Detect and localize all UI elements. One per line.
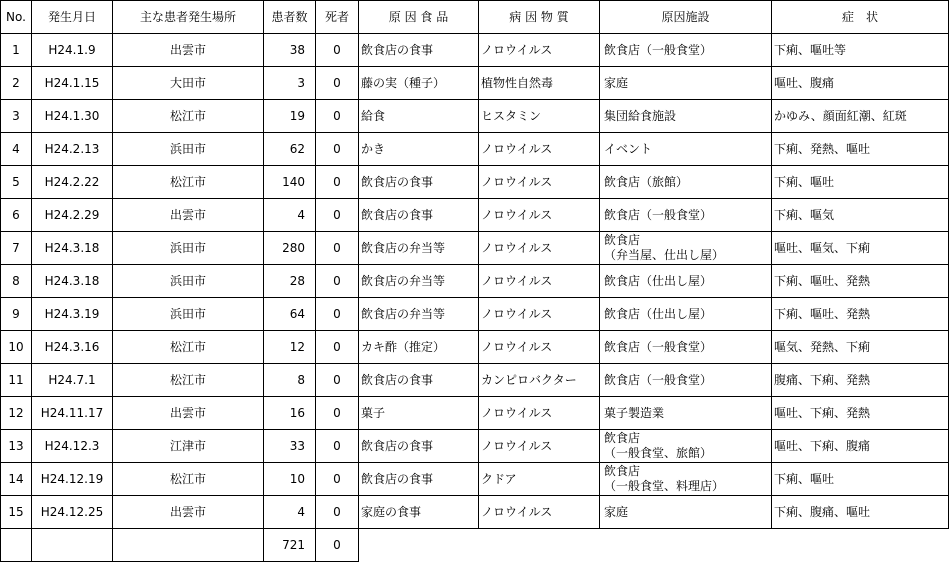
cell-patients: 12 (264, 331, 316, 364)
cell-agent: 植物性自然毒 (479, 67, 600, 100)
cell-place: 出雲市 (113, 199, 264, 232)
table-row (1, 199, 949, 232)
cell-date: H24.12.25 (32, 496, 113, 529)
cell-patients: 3 (264, 67, 316, 100)
cell-date: H24.2.29 (32, 199, 113, 232)
cell-no: 4 (1, 133, 32, 166)
cell-facility (600, 67, 772, 100)
facility-line: 飲食店（一般食堂） (604, 372, 713, 387)
cell-patients: 280 (264, 232, 316, 265)
cell-no: 11 (1, 364, 32, 397)
cell-patients: 140 (264, 166, 316, 199)
cell-deaths: 0 (316, 430, 359, 463)
cell-no: 13 (1, 430, 32, 463)
cell-no: 7 (1, 232, 32, 265)
cell-symptoms: 下痢、嘔吐 (772, 463, 949, 496)
table-row (1, 100, 949, 133)
header-date: 発生月日 (32, 1, 113, 34)
totals-empty-area (359, 529, 949, 562)
totals-deaths: 0 (316, 529, 359, 562)
cell-date: H24.7.1 (32, 364, 113, 397)
cell-place: 浜田市 (113, 298, 264, 331)
facility-line: 飲食店（仕出し屋） (604, 273, 713, 288)
table-row (1, 496, 949, 529)
cell-no: 15 (1, 496, 32, 529)
cell-deaths: 0 (316, 397, 359, 430)
cell-facility (600, 430, 772, 463)
cell-agent: ノロウイルス (479, 166, 600, 199)
table-row (1, 331, 949, 364)
cell-deaths: 0 (316, 265, 359, 298)
facility-line: イベント (604, 141, 653, 156)
cell-patients: 33 (264, 430, 316, 463)
cell-no: 1 (1, 34, 32, 67)
cell-food: 藤の実（種子） (359, 67, 479, 100)
cell-date: H24.2.22 (32, 166, 113, 199)
table-row (1, 232, 949, 265)
cell-agent: ノロウイルス (479, 298, 600, 331)
cell-date: H24.11.17 (32, 397, 113, 430)
cell-symptoms: 下痢、嘔気 (772, 199, 949, 232)
cell-facility (600, 199, 772, 232)
cell-symptoms: 下痢、嘔吐等 (772, 34, 949, 67)
facility-line: （一般食堂、旅館） (604, 446, 713, 460)
facility-line: 家庭 (604, 75, 629, 90)
cell-symptoms: 嘔吐、腹痛 (772, 67, 949, 100)
cell-date: H24.1.15 (32, 67, 113, 100)
cell-deaths: 0 (316, 331, 359, 364)
cell-deaths: 0 (316, 133, 359, 166)
cell-deaths: 0 (316, 463, 359, 496)
cell-agent: カンピロバクター (479, 364, 600, 397)
cell-facility (600, 133, 772, 166)
cell-patients: 8 (264, 364, 316, 397)
header-food: 原 因 食 品 (359, 1, 479, 34)
cell-food: かき (359, 133, 479, 166)
table-body (1, 34, 949, 562)
table-row (1, 298, 949, 331)
cell-agent: クドア (479, 463, 600, 496)
cell-facility (600, 34, 772, 67)
cell-facility (600, 100, 772, 133)
cell-symptoms: 下痢、嘔吐、発熱 (772, 265, 949, 298)
cell-place: 出雲市 (113, 397, 264, 430)
table-row (1, 34, 949, 67)
cell-food: カキ酢（推定） (359, 331, 479, 364)
facility-line: 家庭 (604, 504, 629, 519)
cell-symptoms: 下痢、発熱、嘔吐 (772, 133, 949, 166)
cell-patients: 4 (264, 496, 316, 529)
cell-symptoms: かゆみ、顔面紅潮、紅斑 (772, 100, 949, 133)
facility-line: 飲食店 (604, 431, 641, 445)
facility-line: 飲食店 (604, 464, 641, 478)
cell-no: 8 (1, 265, 32, 298)
header-no: No. (1, 1, 32, 34)
header-row (1, 1, 949, 34)
cell-patients: 10 (264, 463, 316, 496)
cell-agent: ノロウイルス (479, 397, 600, 430)
cell-patients: 19 (264, 100, 316, 133)
cell-date: H24.3.16 (32, 331, 113, 364)
header-agent: 病 因 物 質 (479, 1, 600, 34)
header-patients: 患者数 (264, 1, 316, 34)
cell-deaths: 0 (316, 100, 359, 133)
cell-place: 出雲市 (113, 34, 264, 67)
totals-patients: 721 (264, 529, 316, 562)
table-row (1, 166, 949, 199)
cell-symptoms: 嘔吐、嘔気、下痢 (772, 232, 949, 265)
cell-deaths: 0 (316, 67, 359, 100)
cell-patients: 62 (264, 133, 316, 166)
cell-no: 5 (1, 166, 32, 199)
cell-symptoms: 下痢、嘔吐、発熱 (772, 298, 949, 331)
cell-deaths: 0 (316, 496, 359, 529)
cell-no: 14 (1, 463, 32, 496)
cell-date: H24.1.9 (32, 34, 113, 67)
facility-line: 菓子製造業 (604, 405, 665, 420)
facility-line: 飲食店（一般食堂） (604, 207, 713, 222)
totals-row (1, 529, 949, 562)
totals-blank-place (113, 529, 264, 562)
cell-place: 浜田市 (113, 133, 264, 166)
cell-deaths: 0 (316, 364, 359, 397)
cell-place: 松江市 (113, 331, 264, 364)
cell-deaths: 0 (316, 232, 359, 265)
cell-food: 給食 (359, 100, 479, 133)
cell-place: 浜田市 (113, 232, 264, 265)
cell-facility (600, 364, 772, 397)
facility-line: 飲食店 (604, 233, 641, 247)
table-row (1, 397, 949, 430)
cell-patients: 4 (264, 199, 316, 232)
cell-symptoms: 下痢、嘔吐 (772, 166, 949, 199)
cell-facility (600, 331, 772, 364)
cell-date: H24.3.19 (32, 298, 113, 331)
header-facility: 原因施設 (600, 1, 772, 34)
cell-facility (600, 166, 772, 199)
cell-facility (600, 232, 772, 265)
cell-patients: 28 (264, 265, 316, 298)
facility-line: （一般食堂、料理店） (604, 479, 725, 493)
cell-food: 菓子 (359, 397, 479, 430)
cell-deaths: 0 (316, 166, 359, 199)
header-place: 主な患者発生場所 (113, 1, 264, 34)
cell-date: H24.1.30 (32, 100, 113, 133)
header-deaths: 死者 (316, 1, 359, 34)
cell-agent: ノロウイルス (479, 430, 600, 463)
cell-agent: ノロウイルス (479, 133, 600, 166)
cell-agent: ノロウイルス (479, 232, 600, 265)
cell-agent: ノロウイルス (479, 496, 600, 529)
cell-symptoms: 腹痛、下痢、発熱 (772, 364, 949, 397)
facility-line: 飲食店（一般食堂） (604, 42, 713, 57)
table-row (1, 463, 949, 496)
cell-date: H24.2.13 (32, 133, 113, 166)
cell-facility (600, 298, 772, 331)
cell-facility (600, 463, 772, 496)
cell-place: 松江市 (113, 463, 264, 496)
cell-food: 飲食店の弁当等 (359, 232, 479, 265)
cell-agent: ヒスタミン (479, 100, 600, 133)
totals-blank-date (32, 529, 113, 562)
cell-symptoms: 嘔吐、下痢、腹痛 (772, 430, 949, 463)
cell-place: 江津市 (113, 430, 264, 463)
cell-date: H24.12.3 (32, 430, 113, 463)
cell-facility (600, 265, 772, 298)
cell-patients: 64 (264, 298, 316, 331)
cell-food: 飲食店の食事 (359, 364, 479, 397)
cell-place: 松江市 (113, 100, 264, 133)
cell-food: 飲食店の食事 (359, 463, 479, 496)
cell-place: 浜田市 (113, 265, 264, 298)
cell-date: H24.3.18 (32, 265, 113, 298)
cell-symptoms: 嘔吐、下痢、発熱 (772, 397, 949, 430)
cell-deaths: 0 (316, 34, 359, 67)
cell-place: 大田市 (113, 67, 264, 100)
cell-food: 飲食店の弁当等 (359, 298, 479, 331)
facility-line: 飲食店（旅館） (604, 174, 689, 189)
cell-agent: ノロウイルス (479, 34, 600, 67)
facility-line: 飲食店（仕出し屋） (604, 306, 713, 321)
cell-facility (600, 496, 772, 529)
cell-agent: ノロウイルス (479, 265, 600, 298)
table-row (1, 67, 949, 100)
cell-patients: 38 (264, 34, 316, 67)
cell-deaths: 0 (316, 199, 359, 232)
cell-food: 家庭の食事 (359, 496, 479, 529)
cell-food: 飲食店の食事 (359, 199, 479, 232)
cell-facility (600, 397, 772, 430)
cell-food: 飲食店の食事 (359, 166, 479, 199)
cell-food: 飲食店の食事 (359, 34, 479, 67)
cell-place: 松江市 (113, 166, 264, 199)
facility-line: （弁当屋、仕出し屋） (604, 248, 725, 262)
cell-no: 3 (1, 100, 32, 133)
header-symptoms: 症 状 (772, 1, 949, 34)
cell-place: 出雲市 (113, 496, 264, 529)
cell-date: H24.12.19 (32, 463, 113, 496)
cell-no: 9 (1, 298, 32, 331)
cell-deaths: 0 (316, 298, 359, 331)
cell-no: 2 (1, 67, 32, 100)
cell-place: 松江市 (113, 364, 264, 397)
table-row (1, 133, 949, 166)
table-row (1, 364, 949, 397)
cell-patients: 16 (264, 397, 316, 430)
cell-no: 6 (1, 199, 32, 232)
cell-agent: ノロウイルス (479, 331, 600, 364)
cell-no: 10 (1, 331, 32, 364)
facility-line: 飲食店（一般食堂） (604, 339, 713, 354)
cell-symptoms: 下痢、腹痛、嘔吐 (772, 496, 949, 529)
cell-date: H24.3.18 (32, 232, 113, 265)
cell-symptoms: 嘔気、発熱、下痢 (772, 331, 949, 364)
totals-blank-no (1, 529, 32, 562)
cell-food: 飲食店の食事 (359, 430, 479, 463)
table-row (1, 265, 949, 298)
cell-food: 飲食店の弁当等 (359, 265, 479, 298)
cell-agent: ノロウイルス (479, 199, 600, 232)
cell-no: 12 (1, 397, 32, 430)
table-row (1, 430, 949, 463)
facility-line: 集団給食施設 (604, 108, 677, 123)
